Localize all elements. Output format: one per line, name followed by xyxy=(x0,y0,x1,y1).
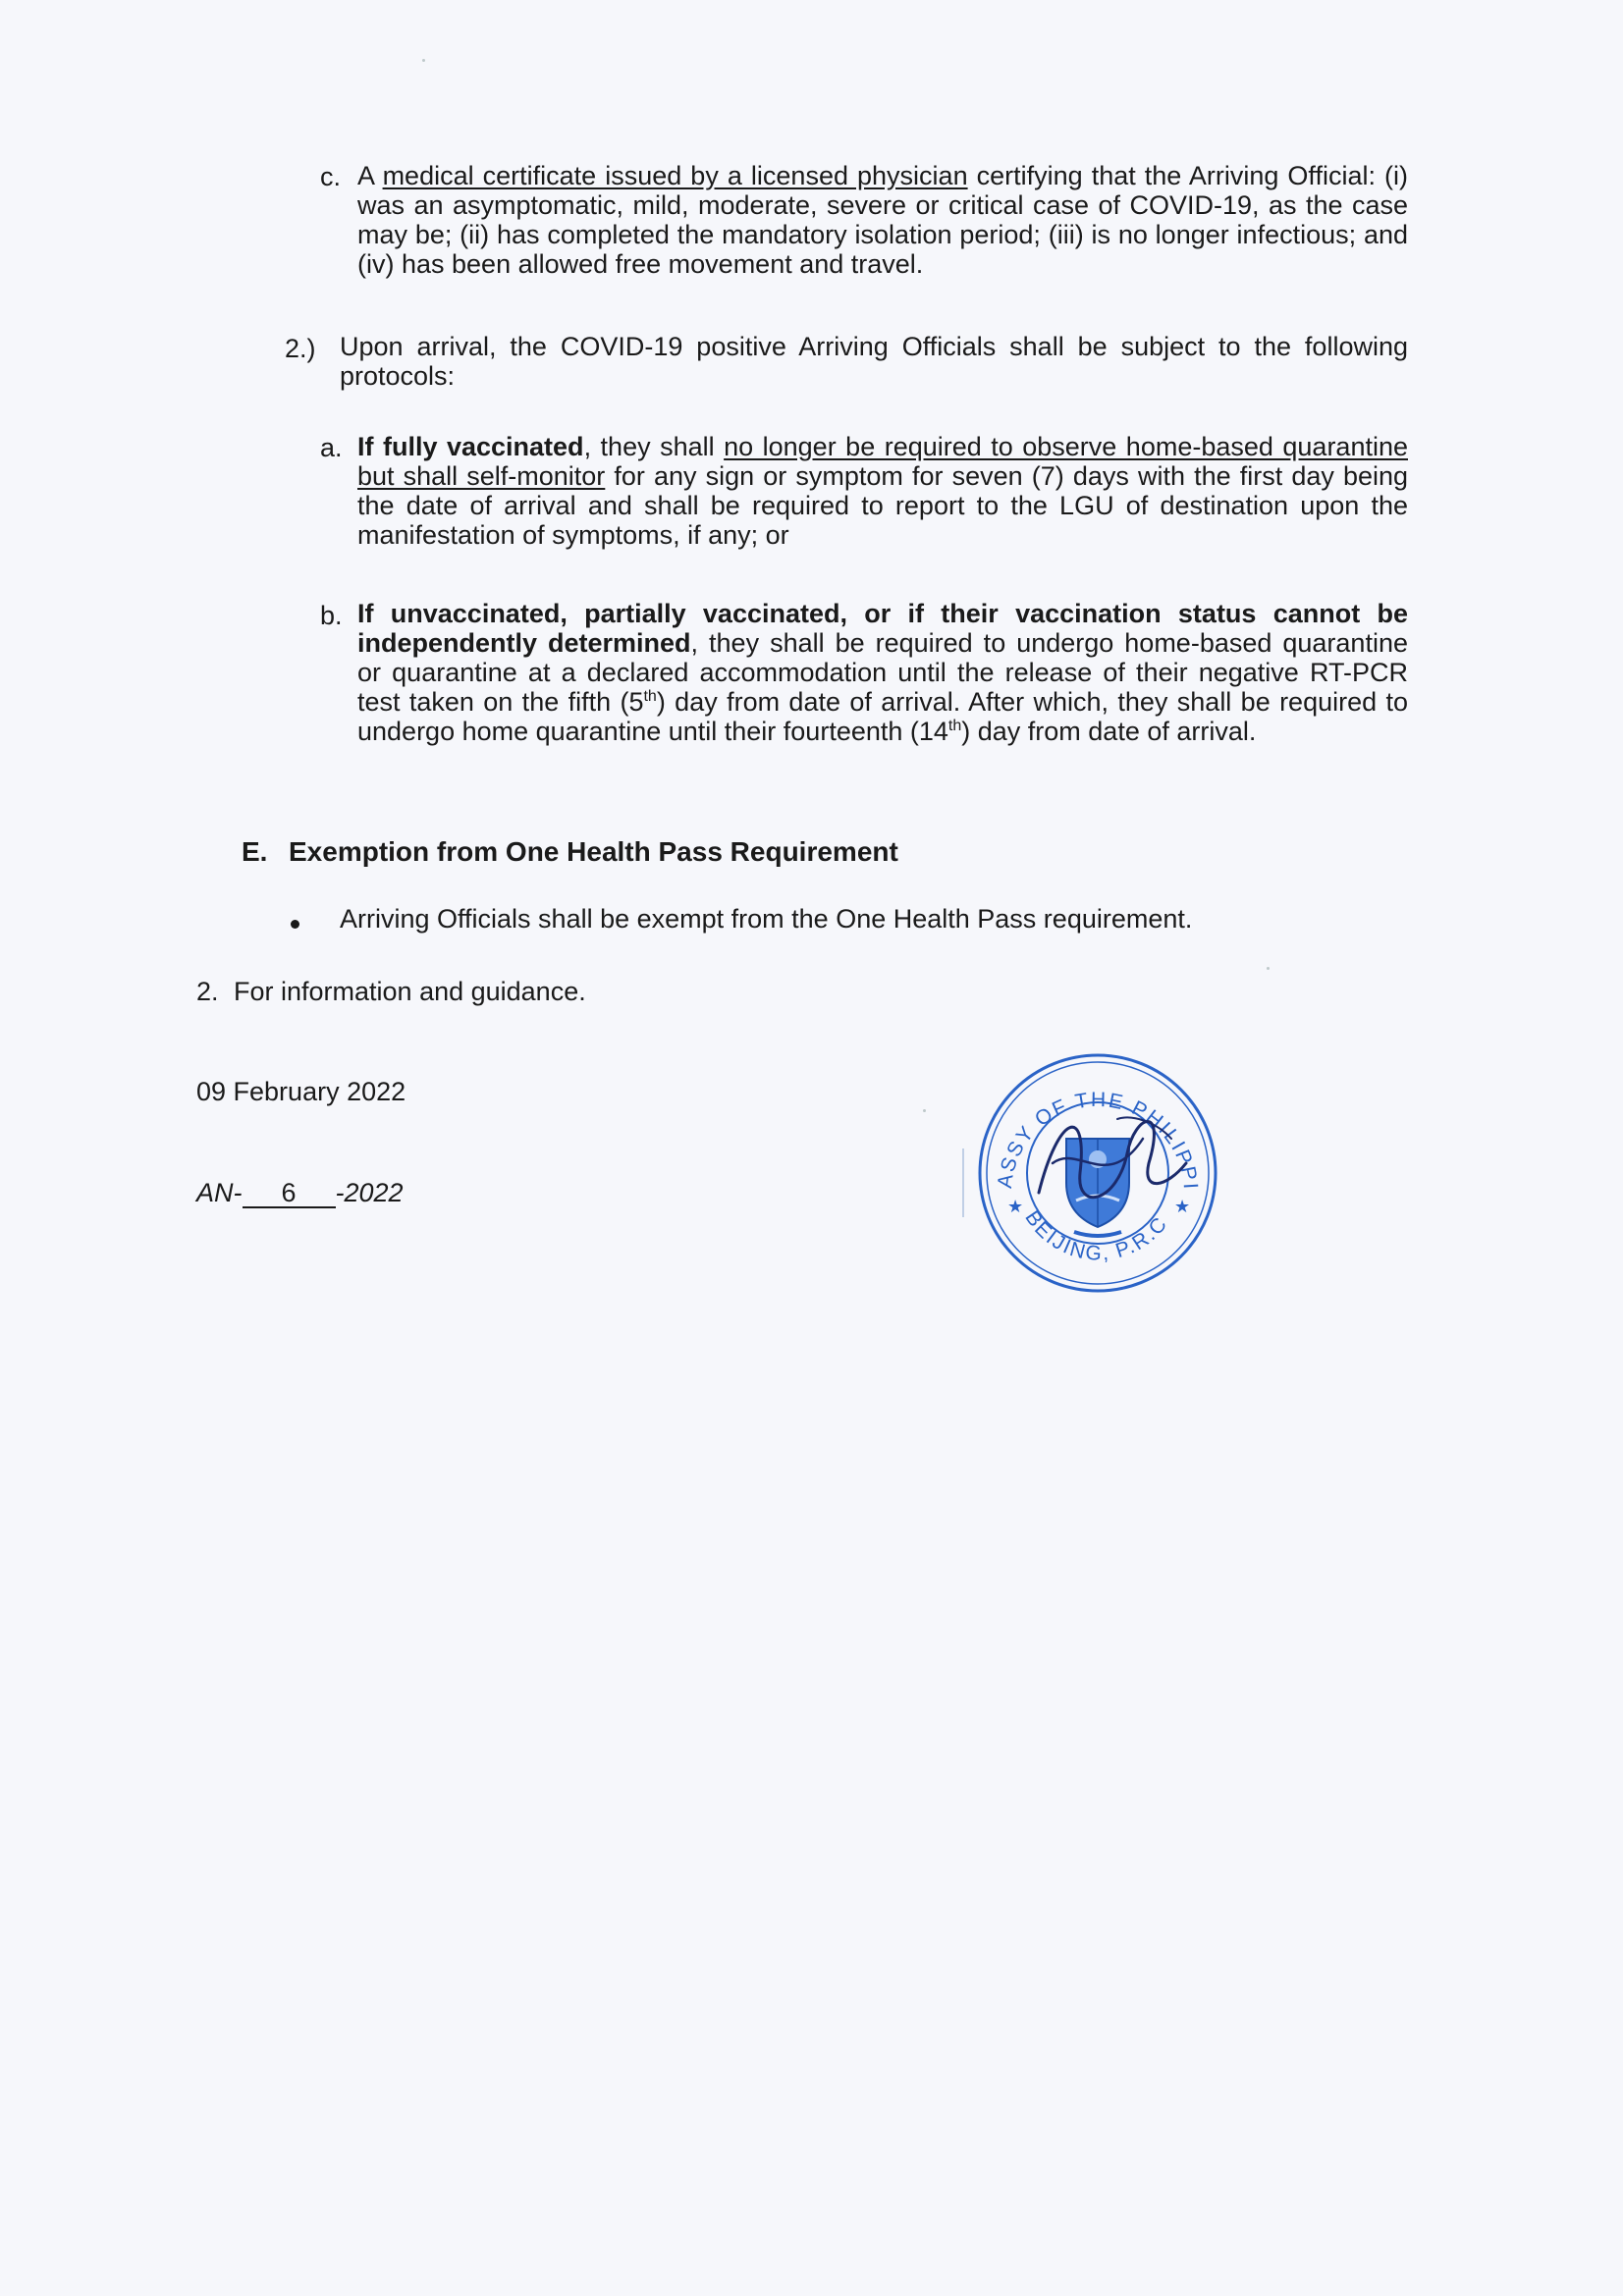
item-c-label: c. xyxy=(320,162,342,191)
medical-certificate-phrase: medical certificate issued by a licensed physician xyxy=(382,161,968,190)
svg-text:★: ★ xyxy=(1174,1197,1191,1217)
closing-label: 2. xyxy=(196,977,219,1006)
svg-text:EMBASSY OF THE PHILIPPINES: ASSY OF THE PHILIPPI xyxy=(993,1088,1203,1192)
closing-text: For information and guidance. xyxy=(234,977,586,1006)
reference-number-blank: 6 xyxy=(243,1179,336,1208)
embassy-seal xyxy=(970,1045,1225,1301)
item-c-text: A medical certificate issued by a licensed physician certifying that the Arriving Official: (i) was an asymptomatic, mild, moderate, severe or critical case of COVID-19, as the case may be; (ii) has completed the mandatory isolation period; (iii) is no longer infectious; and (iv) has been allowed free movement and travel. xyxy=(357,161,1408,279)
item-2-label: 2.) xyxy=(285,334,316,363)
scan-speck xyxy=(923,1109,926,1112)
scan-mark xyxy=(962,1148,964,1217)
self-monitor-phrase: no longer be required to observe home-based quarantine but shall self-monitor xyxy=(357,432,1408,491)
bullet-icon xyxy=(291,920,299,929)
fully-vaccinated-heading: If fully vaccinated xyxy=(357,432,584,461)
document-date: 09 February 2022 xyxy=(196,1077,406,1106)
exemption-bullet-text: Arriving Officials shall be exempt from the One Health Pass requirement. xyxy=(340,904,1193,934)
item-2a-label: a. xyxy=(320,433,343,462)
section-e-label: E. xyxy=(242,836,268,867)
scan-speck xyxy=(1267,967,1270,970)
unvaccinated-heading: If unvaccinated, partially vaccinated, or if their vaccination status cannot be independently determined xyxy=(357,599,1408,658)
reference-number: AN- 6 -2022 xyxy=(196,1178,404,1207)
item-2b-text: If unvaccinated, partially vaccinated, or if their vaccination status cannot be independently determined, they shall be required to undergo home-based quarantine or quarantine at a declared accommodation until the release of their negative RT-PCR test taken on the fifth (5th) day from date of arrival. After which, they shall be required to undergo home quarantine until their fourteenth (14th) day from date of arrival. xyxy=(357,599,1409,746)
item-2a-text: If fully vaccinated, they shall no longer be required to observe home-based quarantine but shall self-monitor for any sign or symptom for seven (7) days with the first day being the date of arrival and shall be required to report to the LGU of destination upon the manifestation of symptoms, if any; or xyxy=(357,432,1409,550)
item-2b-label: b. xyxy=(320,601,343,630)
scan-speck xyxy=(422,59,425,62)
svg-text:BEIJING, P.R.C.: BEIJING, P.R.C xyxy=(1020,1206,1173,1265)
section-e-title: Exemption from One Health Pass Requirement xyxy=(289,836,898,867)
svg-text:★: ★ xyxy=(1007,1197,1024,1217)
item-2-text: Upon arrival, the COVID-19 positive Arriving Officials shall be subject to the following protocols: xyxy=(340,332,1408,391)
